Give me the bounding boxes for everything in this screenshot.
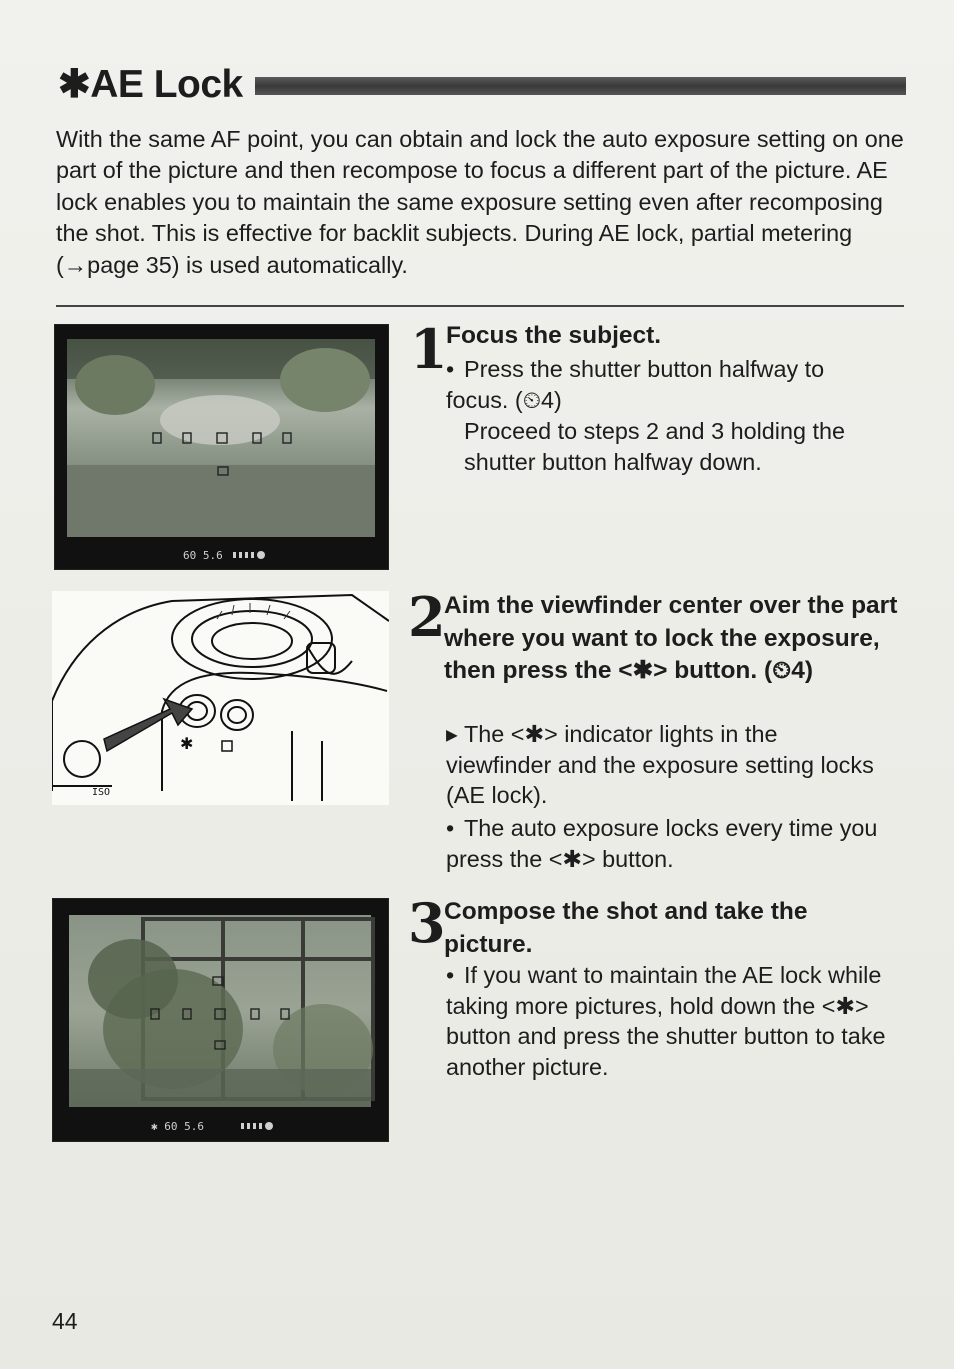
step-2-item-2-text: The auto exposure locks every time you press the <✱> button. (446, 815, 878, 872)
divider (56, 305, 904, 307)
page-number: 44 (52, 1308, 78, 1334)
step-1-item-1 (446, 354, 876, 415)
svg-text:ISO: ISO (92, 787, 111, 798)
viewfinder-photo-3 (52, 898, 389, 1142)
step-number-2: 2 (408, 585, 446, 649)
viewfinder-photo-1 (54, 324, 389, 570)
step-1-item-1-text: Press the shutter button halfway to focus. (⏲4) (446, 356, 825, 413)
section-title (58, 62, 243, 107)
heading-bar (255, 77, 906, 95)
intro-paragraph: With the same AF point, you can obtain and lock the auto exposure setting on one part of the picture and then recompose to focus a different part of the picture. AE lock enables you to maintain the same exposure setting even after recomposing the shot. This is effective for backlit subjects. During AE lock, partial metering (→page 35) is used automatically. (56, 126, 904, 278)
step-2-item-1-text: The <✱> indicator lights in the viewfinder and the exposure setting locks (AE lock). (446, 721, 874, 808)
ae-lock-star-icon: ✱ (58, 62, 91, 106)
viewfinder-readout-1: 60 5.6 (183, 549, 223, 562)
camera-illustration (52, 591, 389, 805)
step-2-item-1 (446, 719, 886, 811)
section-heading (58, 62, 906, 106)
bullet-mark: • (446, 815, 455, 841)
svg-text:✱: ✱ (180, 734, 194, 753)
step-3-title: Compose the shot and take the picture. (444, 898, 808, 958)
step-1-item-2 (464, 416, 904, 477)
viewfinder-readout-3: ✱ 60 5.6 (151, 1120, 204, 1133)
step-number-1: 1 (410, 317, 448, 381)
section-title-label: AE Lock (90, 62, 243, 106)
step-number-3: 3 (408, 891, 446, 955)
arrow-bullet-icon: ▸ (446, 721, 458, 747)
step-2-item-2 (446, 813, 886, 874)
step-1-title: Focus the subject. (446, 322, 662, 349)
step-3-item-1 (446, 960, 901, 1082)
bullet-mark: • (446, 962, 455, 988)
step-2-title: Aim the viewfinder center over the part where you want to lock the exposure, then press the <✱> button. (⏲4) (444, 592, 898, 684)
bullet-mark: • (446, 356, 455, 382)
step-3-item-1-text: If you want to maintain the AE lock while taking more pictures, hold down the <✱> button and press the shutter button to take another picture. (446, 962, 886, 1080)
step-1-item-2-text: Proceed to steps 2 and 3 holding the shutter button halfway down. (464, 418, 846, 475)
